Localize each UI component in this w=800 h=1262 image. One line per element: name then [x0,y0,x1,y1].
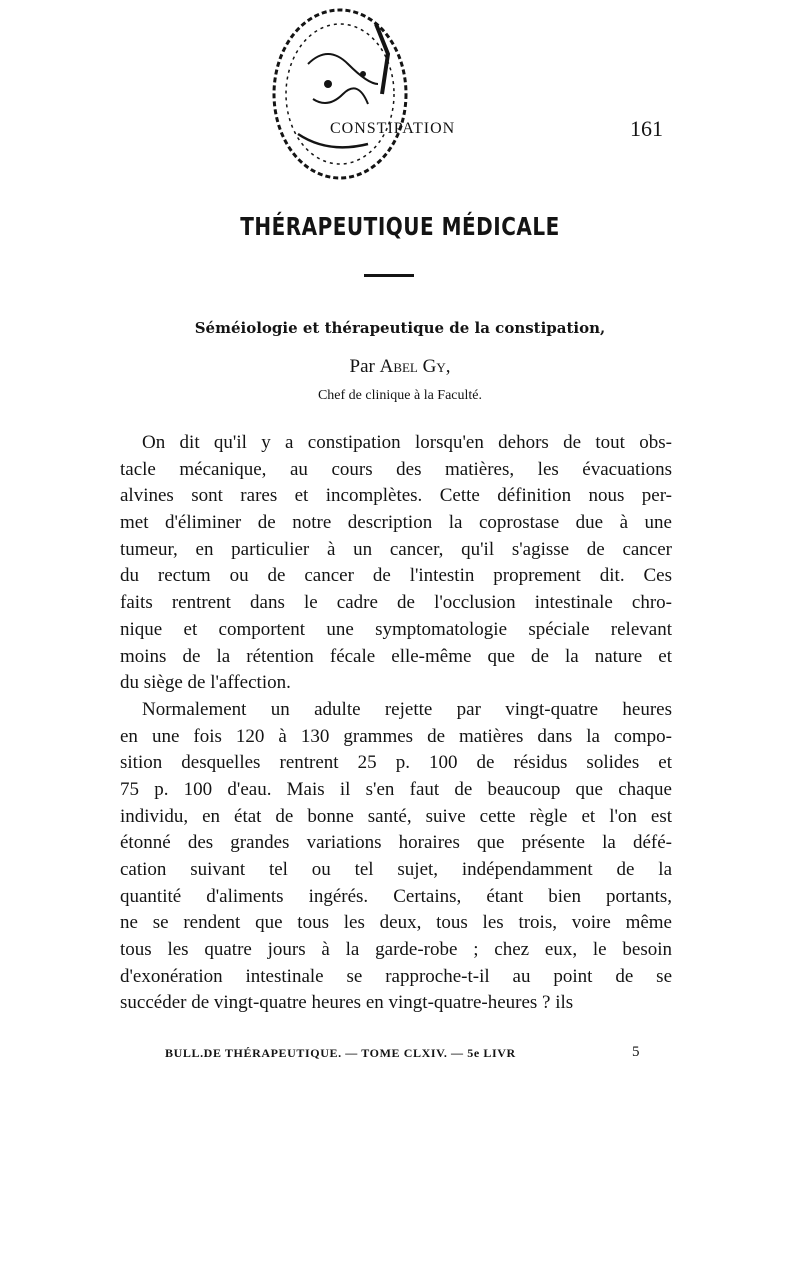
page-number: 161 [630,116,663,141]
body-line: succéder de vingt-quatre heures en vingt-quatre-heures ? ils [120,992,574,1014]
body-line: en une fois 120 à 130 grammes de matières dans la compo- [120,725,672,747]
body-line: étonné des grandes variations horaires que présente la défé- [120,832,672,854]
footer-text: BULL.DE THÉRAPEUTIQUE. — TOME CLXIV. — 5e LIVR [165,1046,516,1060]
body-line: individu, en état de bonne santé, suive cette règle et l'on est [120,805,672,827]
page-footer [0,1044,800,1064]
author-name: Abel Gy, [379,356,451,377]
body-line: met d'éliminer de notre description la coprostase due à une [120,512,672,534]
body-line: On dit qu'il y a constipation lorsqu'en dehors de tout obs- [142,432,672,453]
body-line: alvines sont rares et incomplètes. Cette définition nous per- [120,485,672,507]
body-line: moins de la rétention fécale elle-même que de la nature et [120,645,672,667]
body-text [120,430,672,1017]
running-title: CONSTIPATION [330,120,456,137]
body-line: Normalement un adulte rejette par vingt-quatre heures [142,698,672,720]
title-rule [364,274,414,277]
body-line: ne se rendent que tous les deux, tous les trois, voire même [120,912,672,934]
body-line: tacle mécanique, au cours des matières, les évacuations [120,458,672,480]
body-line: du rectum ou de cancer de l'intestin proprement dit. Ces [120,565,672,587]
body-line: quantité d'aliments ingérés. Certains, étant bien portants, [120,885,672,907]
body-line: tous les quatre jours à la garde-robe ; chez eux, le besoin [120,939,672,961]
byline-prefix: Par [349,356,380,377]
body-line: sition desquelles rentrent 25 p. 100 de résidus solides et [120,752,672,774]
byline [0,356,800,378]
section-title: THÉRAPEUTIQUE MÉDICALE [240,211,560,241]
article-title: Séméiologie et thérapeutique de la constipation, [194,319,606,337]
body-line: d'exonération intestinale se rapproche-t-il au point de se [120,965,672,987]
body-line: cation suivant tel ou tel sujet, indépendamment de la [120,859,672,880]
body-line: du siège de l'affection. [120,672,291,694]
library-stamp [268,4,418,184]
body-line: tumeur, en particulier à un cancer, qu'il s'agisse de cancer [120,538,672,560]
running-head [0,116,800,146]
author-affiliation: Chef de clinique à la Faculté. [317,388,483,403]
body-line: 75 p. 100 d'eau. Mais il s'en faut de beaucoup que chaque [120,778,672,800]
signature-mark: 5 [632,1044,640,1060]
body-line: nique et comportent une symptomatologie spéciale relevant [120,618,672,640]
body-line: faits rentrent dans le cadre de l'occlusion intestinale chro- [120,592,672,614]
